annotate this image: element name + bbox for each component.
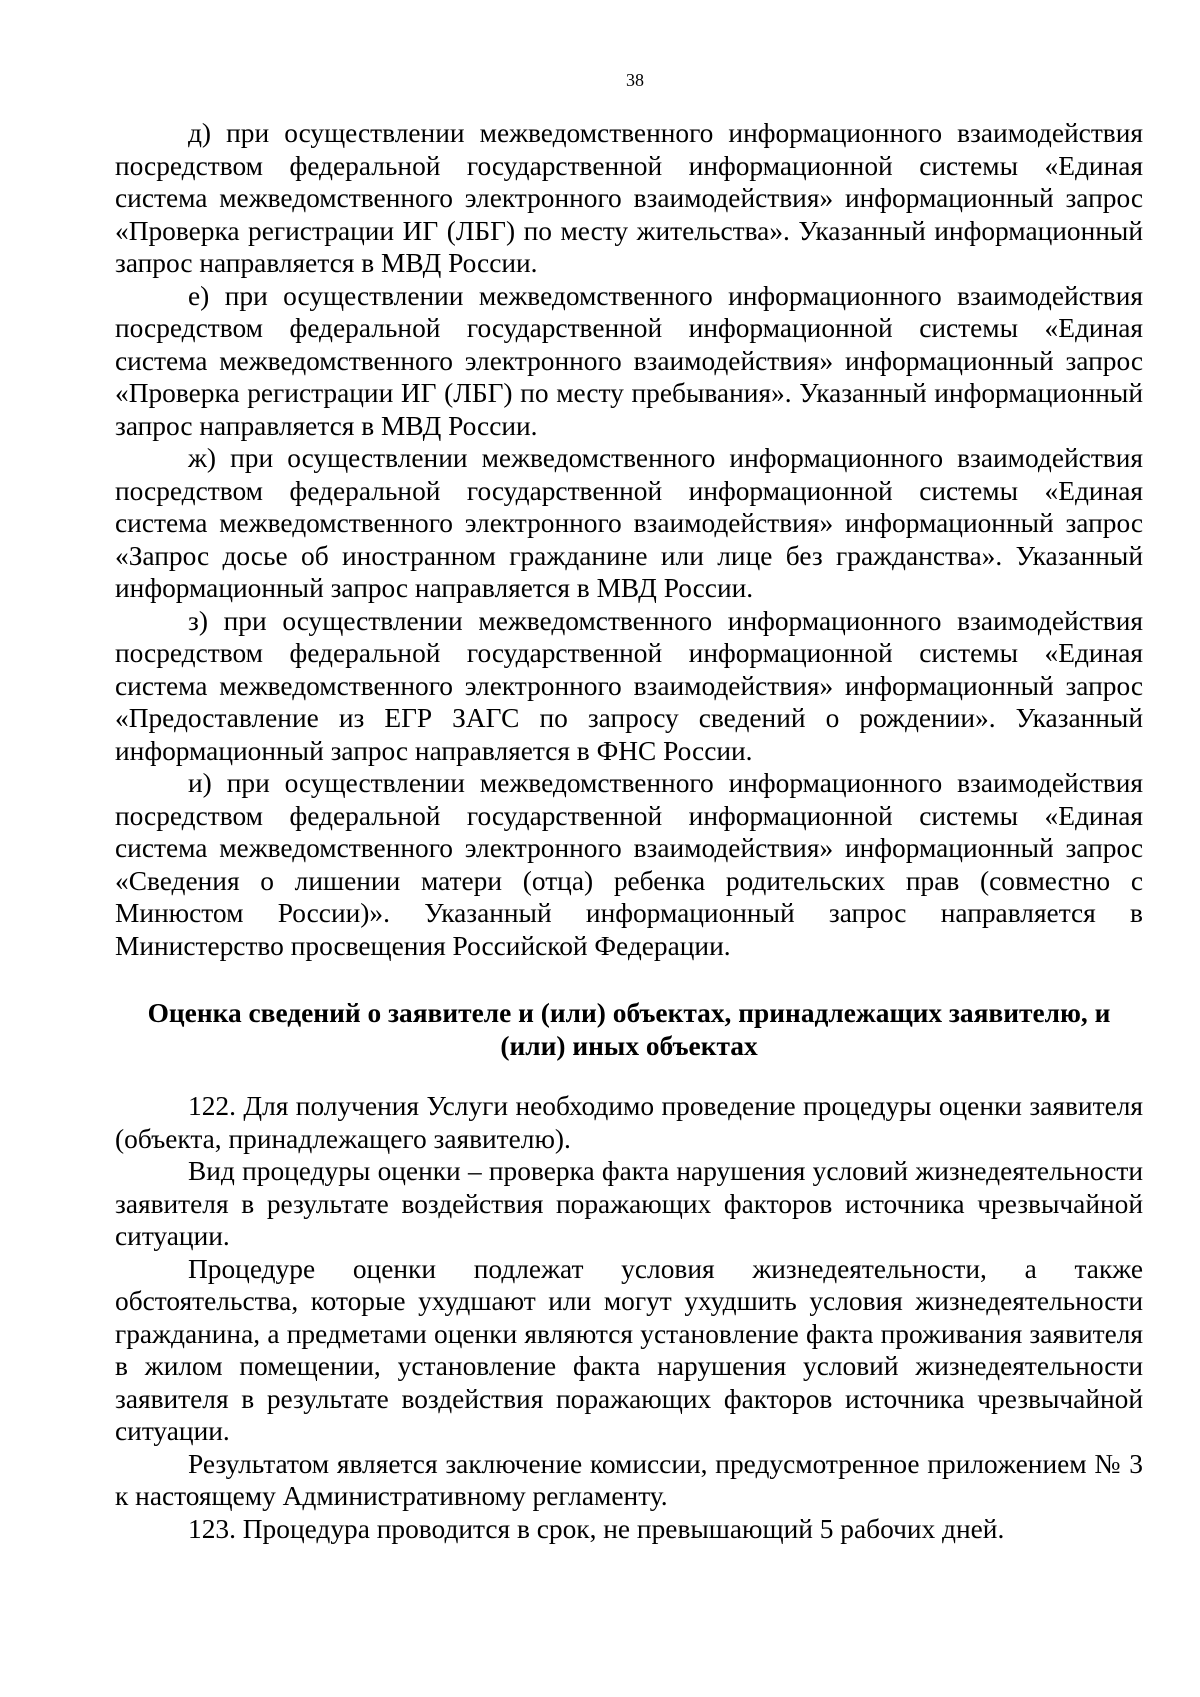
paragraph-i: и) при осуществлении межведомственного информационного взаимодействия посредством федеральной государственной информационной системы «Единая система межведомственного электронного взаимодействия» информационный запрос «Сведения о лишении матери (отца) ребенка родительских прав (совместно с Минюстом России)». Указанный информационный запрос направляется в Министерство просвещения Российской Федерации.: [115, 768, 1143, 961]
paragraph-result: Результатом является заключение комиссии, предусмотренное приложением № 3 к настоящему Административному регламенту.: [115, 1448, 1143, 1511]
section-heading-line-1: Оценка сведений о заявителе и (или) объектах, принадлежащих заявителю, и: [147, 998, 1111, 1028]
paragraph-d: д) при осуществлении межведомственного информационного взаимодействия посредством федеральной государственной информационной системы «Единая система межведомственного электронного взаимодействия» информационный запрос «Проверка регистрации ИГ (ЛБГ) по месту жительства». Указанный информационный запрос направляется в МВД России.: [115, 118, 1143, 278]
paragraph-zh: ж) при осуществлении межведомственного информационного взаимодействия посредством федеральной государственной информационной системы «Единая система межведомственного электронного взаимодействия» информационный запрос «Запрос досье об иностранном гражданине или лице без гражданства». Указанный информационный запрос направляется в МВД России.: [115, 443, 1143, 603]
section-heading-line-2: (или) иных объектах: [500, 1030, 758, 1061]
section-heading: [115, 997, 1143, 1062]
paragraph-122: 122. Для получения Услуги необходимо проведение процедуры оценки заявителя (объекта, принадлежащего заявителю).: [115, 1091, 1143, 1154]
paragraph-procedure-type: Вид процедуры оценки – проверка факта нарушения условий жизнедеятельности заявителя в результате воздействия поражающих факторов источника чрезвычайной ситуации.: [115, 1156, 1143, 1251]
paragraph-e: е) при осуществлении межведомственного информационного взаимодействия посредством федеральной государственной информационной системы «Единая система межведомственного электронного взаимодействия» информационный запрос «Проверка регистрации ИГ (ЛБГ) по месту пребывания». Указанный информационный запрос направляется в МВД России.: [115, 280, 1143, 441]
paragraph-123: 123. Процедура проводится в срок, не превышающий 5 рабочих дней.: [188, 1513, 1005, 1544]
page-number: 38: [626, 70, 644, 90]
paragraph-procedure-subject: Процедуре оценки подлежат условия жизнедеятельности, а также обстоятельства, которые ухудшают или могут ухудшить условия жизнедеятельности гражданина, а предметами оценки являются установление факта проживания заявителя в жилом помещении, установление факта нарушения условий жизнедеятельности заявителя в результате воздействия поражающих факторов источника чрезвычайной ситуации.: [115, 1253, 1143, 1446]
document-body: [115, 117, 1143, 1545]
paragraph-z: з) при осуществлении межведомственного информационного взаимодействия посредством федеральной государственной информационной системы «Единая система межведомственного электронного взаимодействия» информационный запрос «Предоставление из ЕГР ЗАГС по запросу сведений о рождении». Указанный информационный запрос направляется в ФНС России.: [115, 605, 1143, 766]
